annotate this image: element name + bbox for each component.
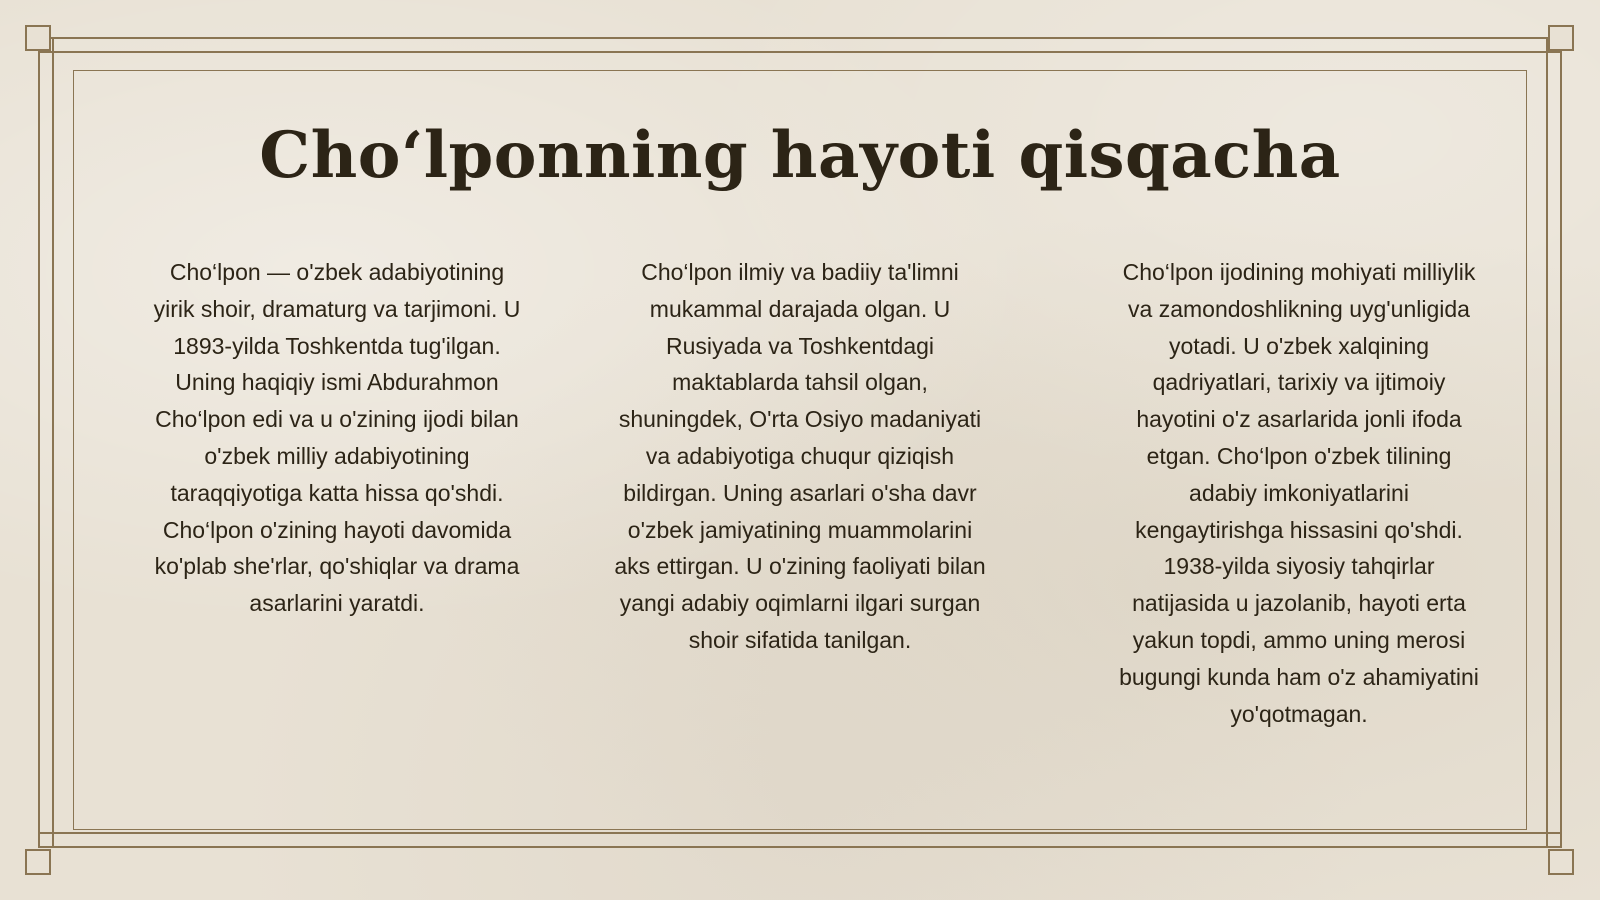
corner-ornament-top-right xyxy=(1548,25,1574,51)
text-column-2: Cho‘lpon ilmiy va badiiy ta'limni mukammal darajada olgan. U Rusiyada va Toshkentdagi maktablarda tahsil olgan, shuningdek, O'rta Osiyo madaniyati va adabiyotiga chuqur qiziqish bildirgan. Uning asarlari o'sha davr o'zbek jamiyatining muammolarini aks ettirgan. U o'zining faoliyati bilan yangi adabiy oqimlarni ilgari surgan shoir sifatida tanilgan. xyxy=(614,259,986,653)
frame-bottom-line xyxy=(38,846,1562,848)
corner-ornament-bottom-left xyxy=(25,849,51,875)
text-column-3: Cho‘lpon ijodining mohiyati milliylik va zamondoshlikning uyg'unligida yotadi. U o'zbek xalqining qadriyatlari, tarixiy va ijtimoiy hayotini o'z asarlarida jonli ifoda etgan. Cho‘lpon o'zbek tilining adabiy imkoniyatlarini kengaytirishga hissasini qo'shdi. 1938-yilda siyosiy tahqirlar natijasida u jazolanib, hayoti erta yakun topdi, ammo uning merosi bugungi kunda ham o'z ahamiyatini yo'qotmagan. xyxy=(1119,259,1479,727)
frame-top-line xyxy=(38,37,1562,39)
frame-top-line-inner xyxy=(38,51,1562,53)
text-column-1: Cho‘lpon — o'zbek adabiyotining yirik shoir, dramaturg va tarjimoni. U 1893-yilda Toshkentda tug'ilgan. Uning haqiqiy ismi Abdurahmon Cho‘lpon edi va u o'zining ijodi bilan o'zbek milliy adabiyotining taraqqiyotiga katta hissa qo'shdi. Cho‘lpon o'zining hayoti davomida ko'plab she'rlar, qo'shiqlar va drama asarlarini yaratdi. xyxy=(153,259,521,617)
slide-title: Cho‘lponning hayoti qisqacha xyxy=(259,118,1341,193)
frame-bottom-line-inner xyxy=(38,832,1562,834)
corner-ornament-top-left xyxy=(25,25,51,51)
corner-ornament-bottom-right xyxy=(1548,849,1574,875)
